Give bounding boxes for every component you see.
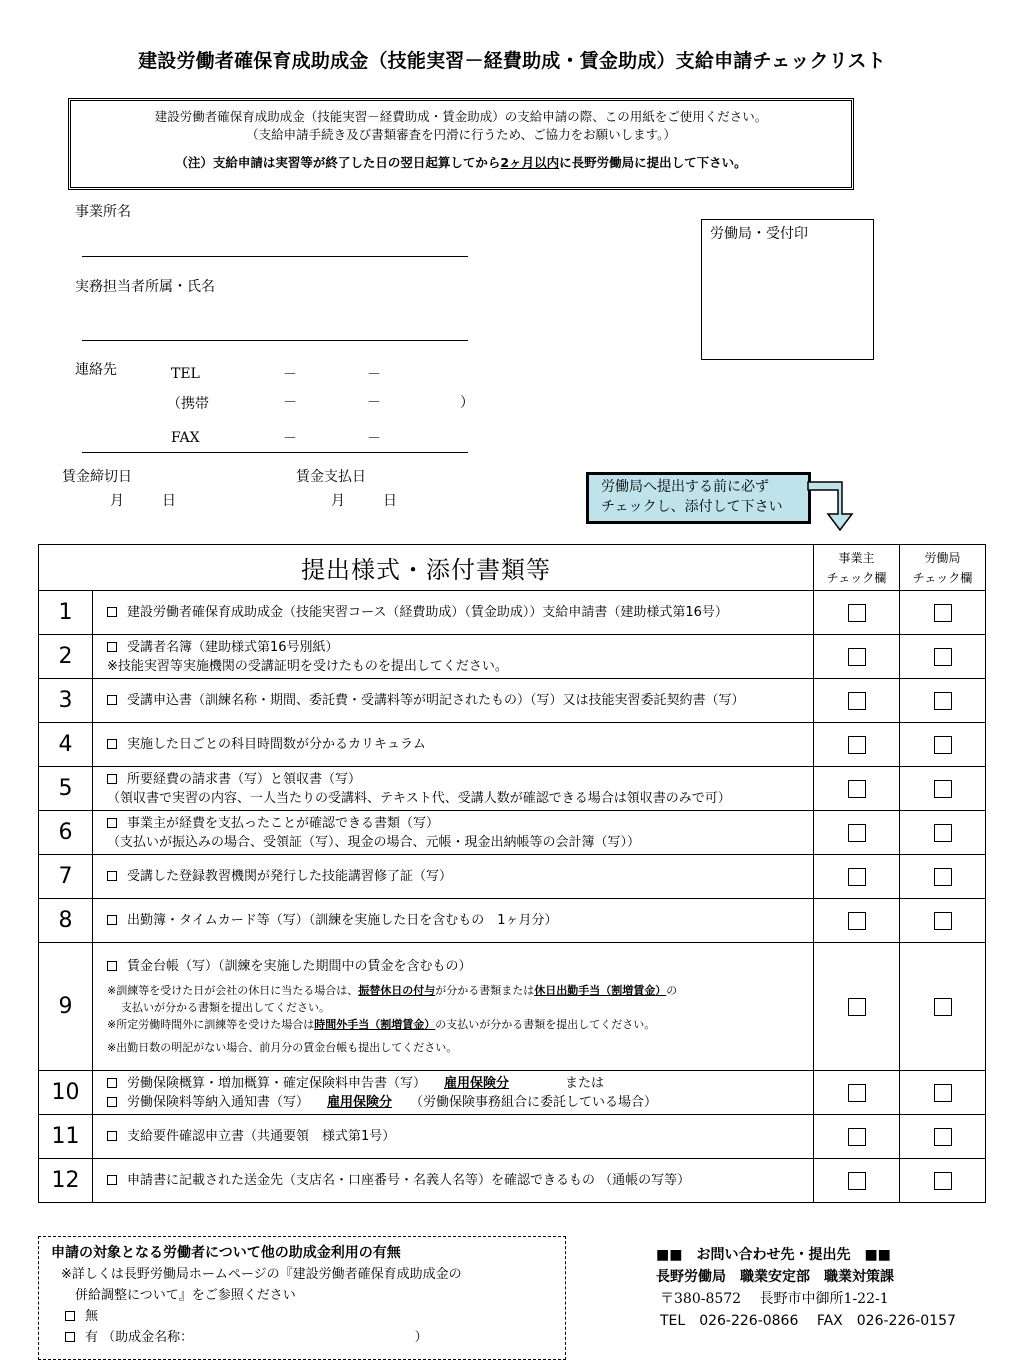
row-note-attendance: ※出勤日数の明記がない場合、前月分の賃金台帳も提出してください。 — [107, 1041, 458, 1054]
item-checkbox[interactable] — [107, 961, 117, 971]
row-note: （支払いが振込みの場合、受領証（写）、現金の場合、元帳・現金出納帳等の会計簿（写）） — [107, 834, 641, 850]
note-text: の — [666, 984, 678, 997]
row-note-overtime — [107, 1016, 813, 1033]
note-text: ※訓練等を受けた日が会社の休日に当たる場合は、 — [107, 984, 359, 997]
bureau-check-header — [900, 545, 986, 591]
employer-header-l2: チェック欄 — [826, 570, 887, 585]
bureau-header-l2: チェック欄 — [912, 570, 973, 585]
table-header-title: 提出様式・添付書類等 — [39, 545, 814, 591]
tel-dash-1: － — [283, 367, 297, 383]
wage-pay-label: 賃金支払日 — [296, 469, 366, 485]
row-text: 労働保険料等納入通知書（写） — [127, 1094, 310, 1110]
item-checkbox[interactable] — [107, 1131, 117, 1141]
row-text: （労働保険事務組合に委託している場合） — [410, 1094, 658, 1110]
employer-checkbox[interactable] — [848, 868, 866, 886]
bureau-check-cell — [900, 591, 986, 635]
mobile-dash-2: － — [367, 395, 381, 411]
table-row — [39, 679, 986, 723]
note-emphasis: 休日出勤手当（割増賃金） — [534, 984, 667, 997]
checklist-table — [38, 544, 986, 1203]
employer-check-cell — [814, 591, 900, 635]
employer-check-cell — [814, 1115, 900, 1159]
employer-checkbox[interactable] — [848, 648, 866, 666]
note-emphasis: 時間外手当（割増賃金） — [314, 1018, 436, 1031]
employer-check-cell — [814, 1159, 900, 1203]
item-checkbox[interactable] — [107, 1097, 117, 1107]
table-row — [39, 635, 986, 679]
option-none[interactable] — [51, 1306, 565, 1327]
row-description — [93, 635, 814, 679]
bureau-check-cell — [900, 899, 986, 943]
mobile-close-paren: ） — [460, 395, 474, 411]
row-description — [93, 899, 814, 943]
note-text: ※所定労働時間外に訓練等を受けた場合は — [107, 1018, 315, 1031]
staff-name-field[interactable] — [82, 340, 468, 341]
row-description — [93, 1071, 814, 1115]
bureau-header-l1: 労働局 — [924, 550, 961, 565]
employer-checkbox[interactable] — [848, 1084, 866, 1102]
option-yes-close: ） — [414, 1330, 428, 1345]
office-name-label: 事業所名 — [75, 204, 131, 220]
row-note-holiday — [107, 982, 813, 999]
row-text: 賃金台帳（写）（訓練を実施した期間中の賃金を含むもの） — [127, 959, 472, 974]
fax-dash-1: － — [283, 431, 297, 447]
bureau-checkbox[interactable] — [934, 998, 952, 1016]
table-header-row — [39, 545, 986, 591]
table-row — [39, 723, 986, 767]
employer-checkbox[interactable] — [848, 1172, 866, 1190]
contact-label: 連絡先 — [75, 362, 117, 378]
callout-arrow-icon — [800, 478, 880, 548]
item-checkbox[interactable] — [107, 642, 117, 652]
row-description — [93, 767, 814, 811]
table-row — [39, 855, 986, 899]
row-text: 受講申込書（訓練名称・期間、委託費・受講料等が明記されたもの）（写）又は技能実習委託契約書（写） — [127, 693, 745, 708]
employer-check-cell — [814, 811, 900, 855]
receipt-stamp-label: 労働局・受付印 — [710, 226, 808, 242]
row-number: 4 — [39, 723, 93, 767]
table-row — [39, 591, 986, 635]
fax-label: FAX — [171, 430, 200, 446]
item-checkbox[interactable] — [107, 774, 117, 784]
row-number: 6 — [39, 811, 93, 855]
bureau-checkbox[interactable] — [934, 780, 952, 798]
option-none-label: 無 — [85, 1309, 99, 1324]
employer-checkbox[interactable] — [848, 998, 866, 1016]
mobile-label: （携帯 — [167, 396, 209, 412]
employer-checkbox[interactable] — [848, 912, 866, 930]
staff-name-label: 実務担当者所属・氏名 — [75, 279, 215, 295]
row-text: 出勤簿・タイムカード等（写）（訓練を実施した日を含むもの 1ヶ月分） — [127, 913, 558, 928]
tel-label: TEL — [171, 366, 200, 382]
office-name-field[interactable] — [82, 256, 468, 257]
bureau-checkbox[interactable] — [934, 648, 952, 666]
item-checkbox[interactable] — [107, 818, 117, 828]
bureau-check-cell — [900, 811, 986, 855]
row-emphasis: 雇用保険分 — [444, 1075, 510, 1091]
employer-check-cell — [814, 767, 900, 811]
warning-text: （注）支給申請は実習等が終了した日の翌日起算してから — [175, 155, 501, 170]
row-description — [93, 723, 814, 767]
check-callout — [586, 472, 811, 524]
row-number: 12 — [39, 1159, 93, 1203]
table-row — [39, 811, 986, 855]
item-checkbox[interactable] — [107, 871, 117, 881]
row-text: または — [565, 1075, 605, 1091]
yes-checkbox[interactable] — [65, 1332, 75, 1342]
row-description — [93, 1159, 814, 1203]
row-note: ※技能実習等実施機関の受講証明を受けたものを提出してください。 — [107, 658, 508, 674]
row-number: 7 — [39, 855, 93, 899]
employer-checkbox[interactable] — [848, 824, 866, 842]
employer-check-cell — [814, 855, 900, 899]
option-yes[interactable] — [51, 1327, 565, 1348]
employer-checkbox[interactable] — [848, 604, 866, 622]
option-yes-label: 有 （助成金名称： — [85, 1330, 187, 1345]
other-grants-heading: 申請の対象となる労働者について他の助成金利用の有無 — [51, 1245, 401, 1261]
table-row — [39, 1159, 986, 1203]
employer-checkbox[interactable] — [848, 692, 866, 710]
row-text: 受講した登録教習機関が発行した技能講習修了証（写） — [127, 869, 453, 884]
table-row — [39, 899, 986, 943]
row-number: 1 — [39, 591, 93, 635]
bureau-checkbox[interactable] — [934, 868, 952, 886]
item-checkbox[interactable] — [107, 607, 117, 617]
row-number: 10 — [39, 1071, 93, 1115]
row-description — [93, 679, 814, 723]
item-checkbox[interactable] — [107, 915, 117, 925]
employer-checkbox[interactable] — [848, 1128, 866, 1146]
bureau-check-cell — [900, 855, 986, 899]
bureau-checkbox[interactable] — [934, 692, 952, 710]
instruction-notice — [68, 98, 854, 190]
row-description — [93, 1115, 814, 1159]
employer-check-cell — [814, 635, 900, 679]
bureau-checkbox[interactable] — [934, 824, 952, 842]
tel-dash-2: － — [367, 367, 381, 383]
row-number: 5 — [39, 767, 93, 811]
row-text: 支給要件確認申立書（共通要領 様式第1号） — [127, 1129, 396, 1144]
bureau-checkbox[interactable] — [934, 736, 952, 754]
contact-heading: ■■ お問い合わせ先・提出先 ■■ — [656, 1247, 891, 1263]
item-checkbox[interactable] — [107, 1175, 117, 1185]
table-row — [39, 943, 986, 1071]
bureau-checkbox[interactable] — [934, 912, 952, 930]
warning-text-end: に長野労働局に提出して下さい。 — [559, 155, 747, 170]
row-description — [93, 811, 814, 855]
row-text: 事業主が経費を支払ったことが確認できる書類（写） — [127, 815, 440, 831]
row-number: 11 — [39, 1115, 93, 1159]
employer-header-l1: 事業主 — [838, 550, 875, 565]
callout-line-2: チェックし、添付して下さい — [601, 499, 783, 515]
contact-org: 長野労働局 職業安定部 職業対策課 — [656, 1269, 894, 1285]
contact-tel-fax: TEL 026-226-0866 FAX 026-226-0157 — [660, 1313, 956, 1329]
note-text: が分かる書類または — [435, 984, 535, 997]
wage-pay-day: 日 — [383, 493, 397, 509]
bureau-check-cell — [900, 943, 986, 1071]
table-row — [39, 1071, 986, 1115]
notice-line-1: 建設労働者確保育成助成金（技能実習－経費助成・賃金助成）の支給申請の際、この用紙をご使用ください。 — [154, 109, 768, 124]
none-checkbox[interactable] — [65, 1311, 75, 1321]
deadline-warning — [75, 154, 847, 172]
bureau-check-cell — [900, 1115, 986, 1159]
row-description — [93, 943, 814, 1071]
employer-check-cell — [814, 899, 900, 943]
row-description — [93, 591, 814, 635]
wage-close-day: 日 — [162, 493, 176, 509]
note-emphasis: 振替休日の付与 — [358, 984, 436, 997]
note-text: の支払いが分かる書類を提出してください。 — [435, 1018, 656, 1031]
bureau-check-cell — [900, 723, 986, 767]
employer-check-cell — [814, 723, 900, 767]
employer-check-header — [814, 545, 900, 591]
row-number: 2 — [39, 635, 93, 679]
contact-address: 〒380-8572 長野市中御所1-22-1 — [660, 1291, 889, 1307]
fax-dash-2: － — [367, 431, 381, 447]
employer-checkbox[interactable] — [848, 736, 866, 754]
item-checkbox[interactable] — [107, 1078, 117, 1088]
wage-close-month: 月 — [110, 493, 124, 509]
row-description — [93, 855, 814, 899]
other-grants-box — [38, 1236, 566, 1360]
row-number: 9 — [39, 943, 93, 1071]
other-grants-note-1: ※詳しくは長野労働局ホームページの『建設労働者確保育成助成金の — [61, 1267, 462, 1282]
receipt-stamp-box — [701, 219, 874, 360]
bureau-checkbox[interactable] — [934, 1172, 952, 1190]
bureau-check-cell — [900, 679, 986, 723]
employer-check-cell — [814, 943, 900, 1071]
bureau-check-cell — [900, 1159, 986, 1203]
row-text: 労働保険概算・増加概算・確定保険料申告書（写） — [127, 1075, 427, 1091]
deadline-emphasis: 2ヶ月以内 — [500, 155, 560, 170]
row-text: 所要経費の請求書（写）と領収書（写） — [127, 771, 362, 787]
row-note-holiday-cont: 支払いが分かる書類を提出してください。 — [121, 1001, 330, 1014]
row-emphasis: 雇用保険分 — [327, 1094, 393, 1110]
contact-field-line[interactable] — [82, 452, 468, 453]
bureau-checkbox[interactable] — [934, 604, 952, 622]
bureau-checkbox[interactable] — [934, 1084, 952, 1102]
row-number: 3 — [39, 679, 93, 723]
notice-line-2: （支給申請手続き及び書類審査を円滑に行うため、ご協力をお願いします。） — [246, 127, 676, 142]
row-number: 8 — [39, 899, 93, 943]
table-row — [39, 767, 986, 811]
employer-check-cell — [814, 679, 900, 723]
row-note: （領収書で実習の内容、一人当たりの受講料、テキスト代、受講人数が確認できる場合は領収書のみで可） — [107, 790, 731, 806]
employer-check-cell — [814, 1071, 900, 1115]
bureau-check-cell — [900, 1071, 986, 1115]
row-text: 申請書に記載された送金先（支店名・口座番号・名義人名等）を確認できるもの （通帳の写等） — [127, 1173, 691, 1188]
table-row — [39, 1115, 986, 1159]
item-checkbox[interactable] — [107, 739, 117, 749]
contact-info — [656, 1244, 956, 1332]
page-title: 建設労働者確保育成助成金（技能実習－経費助成・賃金助成）支給申請チェックリスト — [138, 50, 886, 72]
wage-pay-month: 月 — [331, 493, 345, 509]
item-checkbox[interactable] — [107, 695, 117, 705]
wage-close-label: 賃金締切日 — [62, 469, 132, 485]
row-text: 受講者名簿（建助様式第16号別紙） — [127, 639, 339, 655]
bureau-check-cell — [900, 635, 986, 679]
employer-checkbox[interactable] — [848, 780, 866, 798]
bureau-checkbox[interactable] — [934, 1128, 952, 1146]
row-text: 実施した日ごとの科目時間数が分かるカリキュラム — [127, 737, 426, 752]
other-grants-note-2: 併給調整について』をご参照ください — [75, 1288, 296, 1303]
mobile-dash-1: － — [283, 395, 297, 411]
row-text: 建設労働者確保育成助成金（技能実習コース（経費助成）（賃金助成））支給申請書（建助様式第16号） — [127, 605, 728, 620]
callout-line-1: 労働局へ提出する前に必ず — [601, 479, 769, 495]
bureau-check-cell — [900, 767, 986, 811]
